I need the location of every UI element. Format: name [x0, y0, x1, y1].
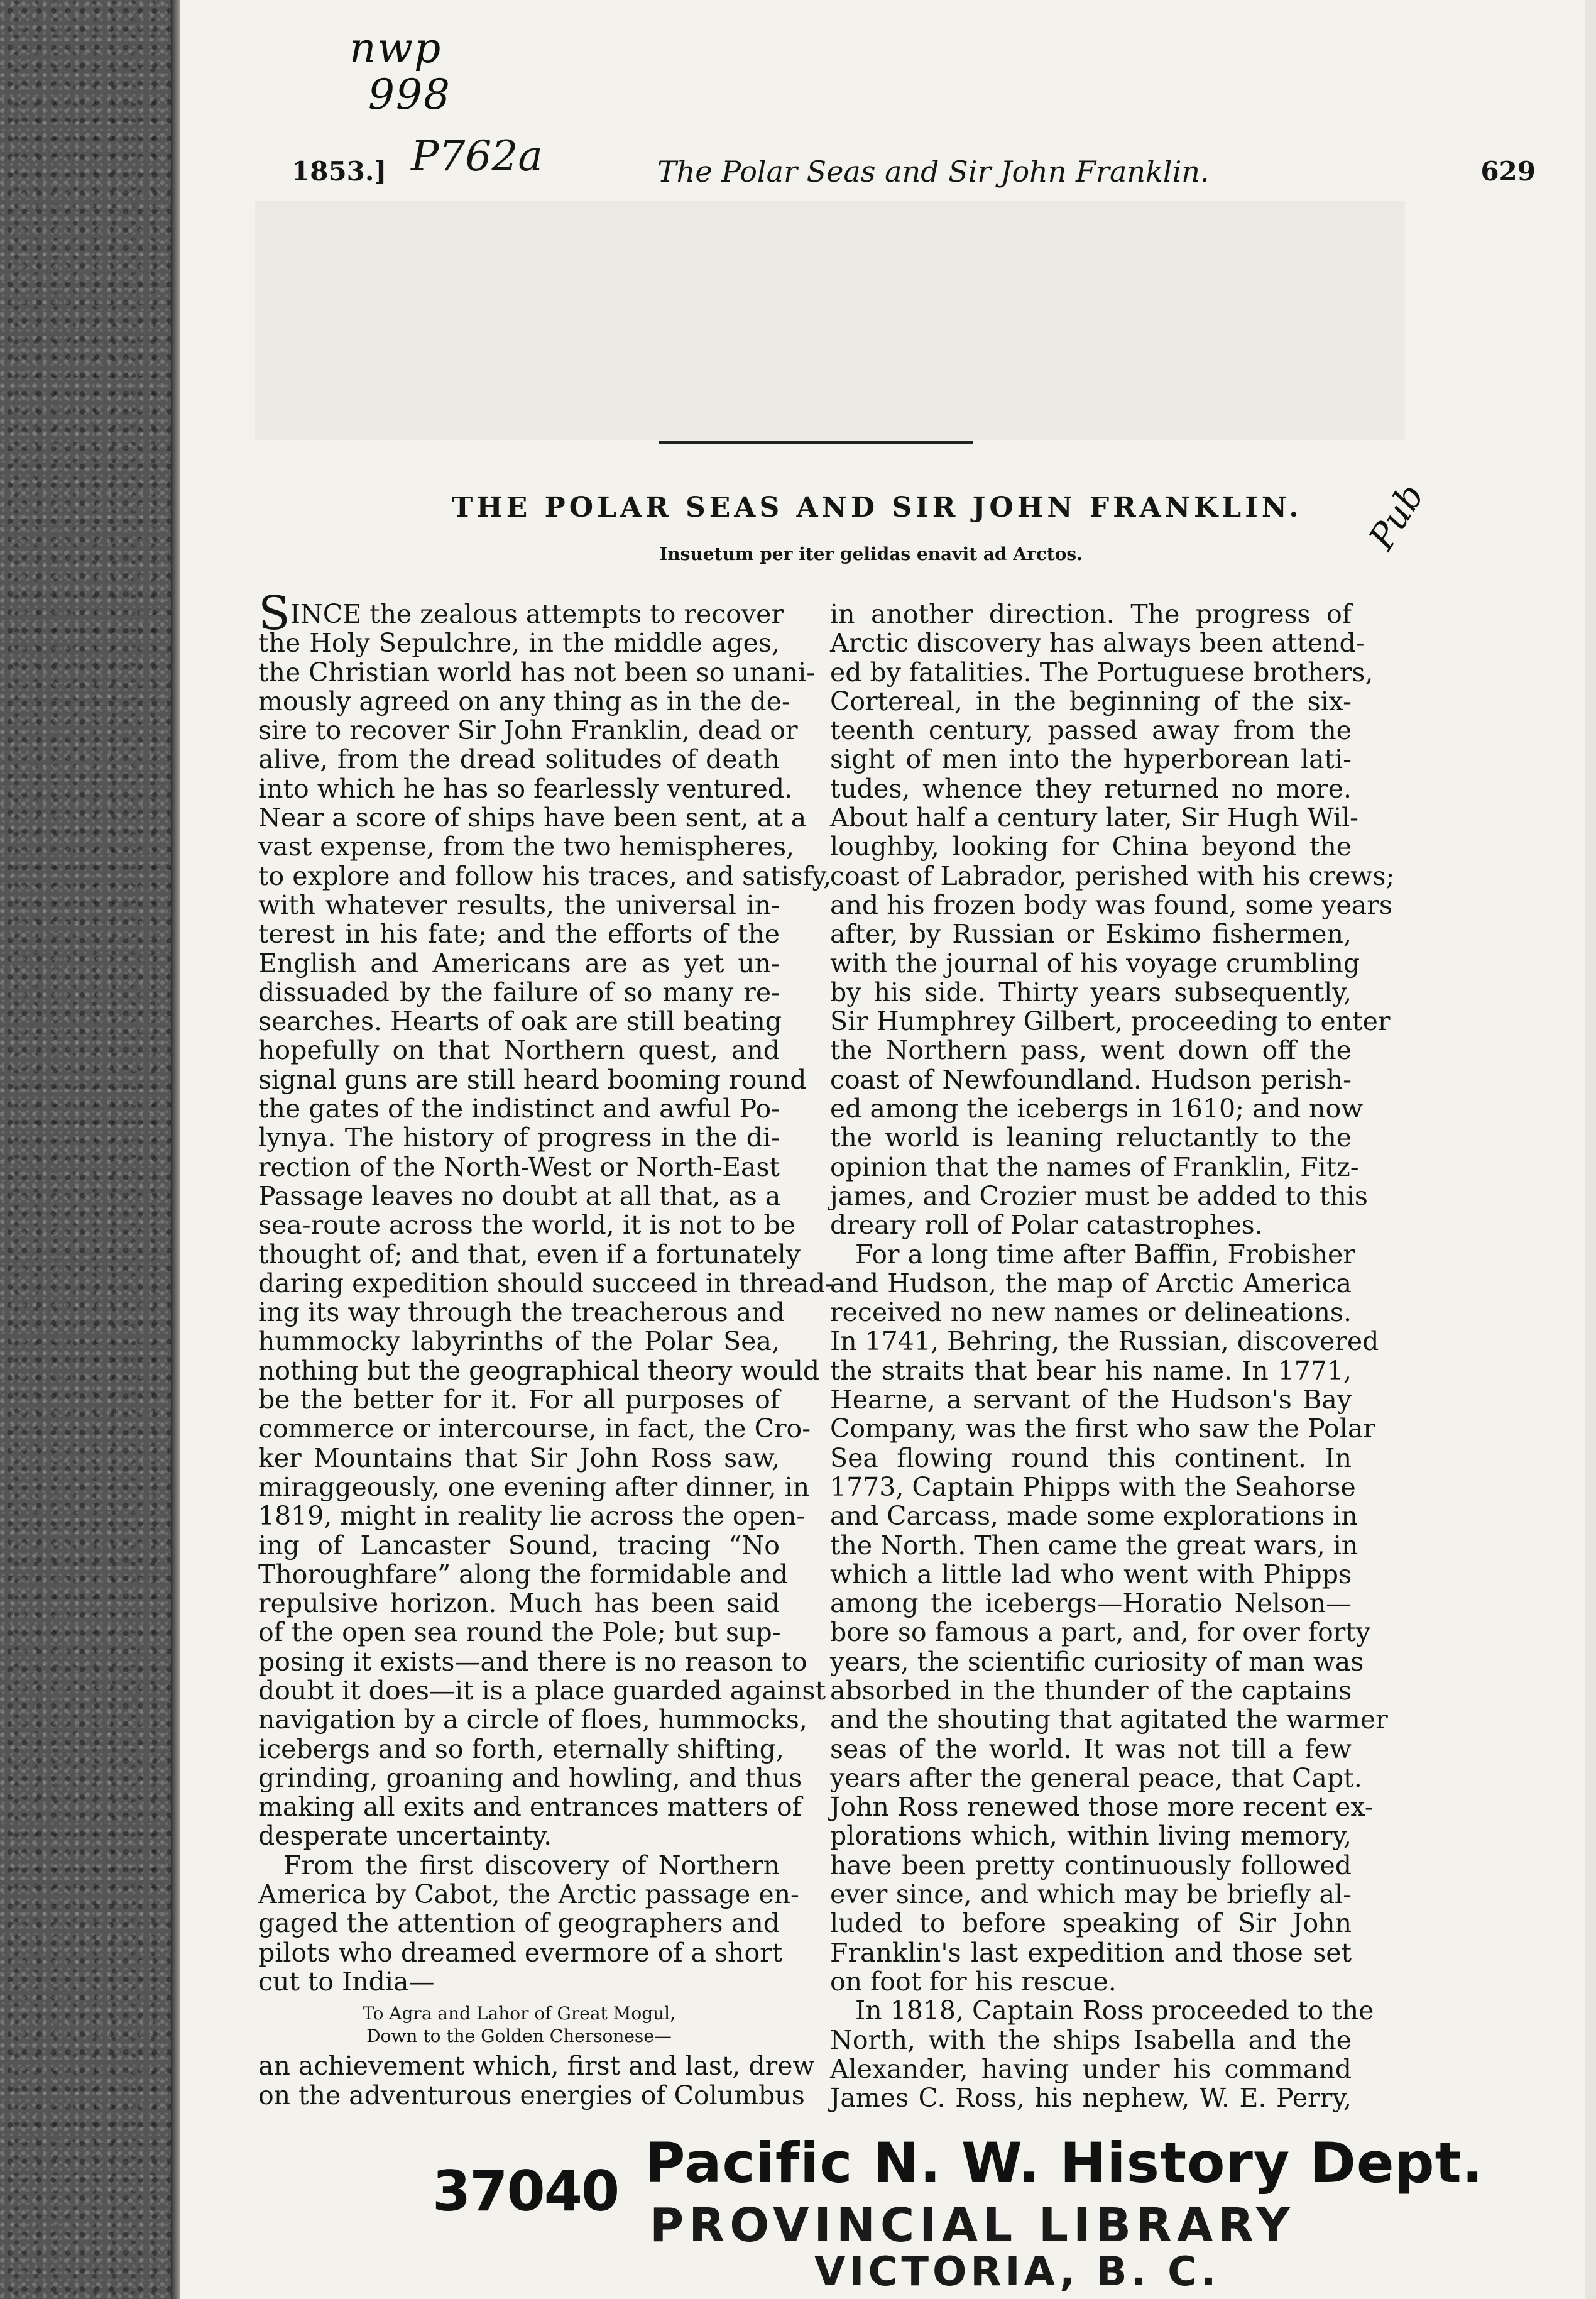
text-line: ing its way through the treacherous and	[258, 1297, 785, 1328]
text-line: 1819, might in reality lie across the open-	[258, 1501, 806, 1532]
running-head-title: The Polar Seas and Sir John Franklin.	[657, 155, 1210, 189]
text-line: Near a score of ships have been sent, at a	[258, 803, 807, 833]
text-line: sire to recover Sir John Franklin, dead or	[258, 715, 798, 746]
text-line: From the first discovery of Northern	[283, 1850, 780, 1880]
text-line: Arctic discovery has always been attend-	[830, 628, 1365, 659]
text-line: alive, from the dread solitudes of death	[258, 744, 780, 775]
text-line: ker Mountains that Sir John Ross saw,	[258, 1442, 780, 1473]
verse-line: Down to the Golden Chersonese—	[366, 2026, 672, 2047]
text-line: coast of Newfoundland. Hudson perish-	[830, 1064, 1352, 1095]
text-line: doubt it does—it is a place guarded against	[258, 1675, 826, 1706]
text-line: loughby, looking for China beyond the	[830, 831, 1352, 862]
left-column-lines	[258, 628, 834, 1997]
text-line: seas of the world. It was not till a few	[830, 1733, 1352, 1764]
page-number: 629	[1480, 156, 1536, 187]
text-line: ever since, and which may be briefly al-	[830, 1879, 1352, 1910]
text-line: years, the scientific curiosity of man was	[830, 1646, 1364, 1677]
text-line: hopefully on that Northern quest, and	[258, 1035, 780, 1066]
text-line: luded to before speaking of Sir John	[830, 1908, 1352, 1939]
text-line: and his frozen body was found, some years	[830, 889, 1392, 920]
text-line: mously agreed on any thing as in the de-	[258, 686, 790, 716]
text-line: the straits that bear his name. In 1771,	[830, 1355, 1352, 1386]
text-line: desperate uncertainty.	[258, 1821, 552, 1852]
faint-show-through-area	[255, 201, 1405, 440]
text-line: coast of Labrador, perished with his crews;	[830, 860, 1395, 891]
text-line: John Ross renewed those more recent ex-	[830, 1792, 1374, 1823]
text-line: pilots who dreamed evermore of a short	[258, 1937, 783, 1968]
text-line: nothing but the geographical theory would	[258, 1355, 820, 1386]
text-line: In 1741, Behring, the Russian, discovered	[830, 1326, 1379, 1357]
text-line: Company, was the first who saw the Polar	[830, 1413, 1375, 1444]
text-column-right	[830, 599, 1395, 2114]
shelfmark-line-3: P762a	[411, 132, 543, 180]
text-line: navigation by a circle of floes, hummocks,	[258, 1704, 807, 1735]
text-line: Passage leaves no doubt at all that, as a	[258, 1180, 781, 1211]
right-column-lines	[830, 599, 1395, 2114]
text-line: About half a century later, Sir Hugh Wil-	[830, 803, 1359, 833]
text-line: sea-route across the world, it is not to be	[258, 1210, 795, 1241]
text-line: on foot for his rescue.	[830, 1966, 1117, 1997]
text-line: received no new names or delineations.	[830, 1297, 1352, 1328]
text-line: have been pretty continuously followed	[830, 1850, 1352, 1880]
left-column-lines-continued	[258, 2051, 815, 2110]
library-stamp: PROVINCIAL LIBRARY	[650, 2198, 1295, 2252]
text-line: the world is leaning reluctantly to the	[830, 1122, 1352, 1153]
text-line: and Carcass, made some explorations in	[830, 1501, 1358, 1532]
text-line: the Christian world has not been so unani-	[258, 657, 816, 688]
text-line: of the open sea round the Pole; but sup-	[258, 1617, 781, 1648]
text-line: Cortereal, in the beginning of the six-	[830, 686, 1352, 716]
text-line: daring expedition should succeed in thread-	[258, 1268, 834, 1298]
text-line: opinion that the names of Franklin, Fitz-	[830, 1151, 1359, 1182]
text-line: bore so famous a part, and, for over forty	[830, 1617, 1371, 1648]
text-line: by his side. Thirty years subsequently,	[830, 977, 1352, 1007]
text-line: searches. Hearts of oak are still beating	[258, 1006, 782, 1037]
text-line: years after the general peace, that Capt.	[830, 1762, 1362, 1793]
text-line: Thoroughfare” along the formidable and	[258, 1559, 789, 1589]
text-line	[258, 586, 784, 640]
text-line: the Holy Sepulchre, in the middle ages,	[258, 628, 780, 659]
text-line: terest in his fate; and the efforts of the	[258, 919, 780, 950]
text-line: tudes, whence they returned no more.	[830, 773, 1352, 804]
text-line: miraggeously, one evening after dinner, in	[258, 1471, 810, 1502]
text-line: to explore and follow his traces, and satisfy,	[258, 860, 832, 891]
text-line: making all exits and entrances matters of	[258, 1792, 802, 1823]
verse-line: To Agra and Lahor of Great Mogul,	[362, 2003, 676, 2024]
text-line: and the shouting that agitated the warmer	[830, 1704, 1388, 1735]
text-line: teenth century, passed away from the	[830, 715, 1352, 746]
shelfmark-line-1: nwp	[349, 24, 442, 72]
text-line: into which he has so fearlessly ventured.	[258, 773, 793, 804]
handwritten-shelfmark	[349, 25, 475, 118]
text-line: and Hudson, the map of Arctic America	[830, 1268, 1352, 1298]
text-line: the North. Then came the great wars, in	[830, 1530, 1358, 1561]
text-line: an achievement which, first and last, drew	[258, 2051, 815, 2082]
text-line: icebergs and so forth, eternally shifting,	[258, 1733, 784, 1764]
text-line: in another direction. The progress of	[830, 599, 1352, 629]
text-line: Sir Humphrey Gilbert, proceeding to enter	[830, 1006, 1391, 1037]
text-line: after, by Russian or Eskimo fishermen,	[830, 919, 1352, 950]
text-line: cut to India—	[258, 1966, 435, 1997]
text-line: repulsive horizon. Much has been said	[258, 1588, 780, 1619]
section-divider-rule	[659, 441, 973, 444]
text-line: Hearne, a servant of the Hudson's Bay	[830, 1385, 1352, 1415]
text-line: the gates of the indistinct and awful Po-	[258, 1094, 780, 1124]
text-line: lynya. The history of progress in the di-	[258, 1122, 780, 1153]
handwritten-margin-note: Pub	[1361, 476, 1433, 557]
text-line: rection of the North-West or North-East	[258, 1151, 780, 1182]
text-line: dissuaded by the failure of so many re-	[258, 977, 780, 1007]
text-line: Franklin's last expedition and those set	[830, 1937, 1352, 1968]
text-line: Alexander, having under his command	[830, 2053, 1352, 2084]
text-line: James C. Ross, his nephew, W. E. Perry,	[830, 2083, 1352, 2114]
shelfmark-line-2: 998	[368, 70, 451, 119]
text-line: absorbed in the thunder of the captains	[830, 1675, 1352, 1706]
city-stamp: VICTORIA, B. C.	[814, 2249, 1220, 2295]
text-line: sight of men into the hyperborean lati-	[830, 744, 1352, 775]
text-line: ed by fatalities. The Portuguese brothers,	[830, 657, 1374, 688]
verse-quotation	[258, 2002, 780, 2048]
text-line: be the better for it. For all purposes of	[258, 1385, 780, 1415]
text-line: posing it exists—and there is no reason to	[258, 1646, 807, 1677]
text-line: commerce or intercourse, in fact, the Cro-	[258, 1413, 811, 1444]
text-line: In 1818, Captain Ross proceeded to the	[855, 1995, 1374, 2026]
running-head-year: 1853.]	[292, 156, 387, 187]
text-line: thought of; and that, even if a fortunately	[258, 1239, 801, 1270]
text-line: English and Americans are as yet un-	[258, 948, 780, 979]
text-line: the Northern pass, went down off the	[830, 1035, 1352, 1066]
text-line: grinding, groaning and howling, and thus	[258, 1762, 802, 1793]
article-epigraph: Insuetum per iter gelidas enavit ad Arctos.	[659, 544, 1083, 564]
text-line: gaged the attention of geographers and	[258, 1908, 780, 1939]
text-line: james, and Crozier must be added to this	[830, 1180, 1368, 1211]
text-line: vast expense, from the two hemispheres,	[258, 831, 795, 862]
text-line: For a long time after Baffin, Frobisher	[855, 1239, 1355, 1270]
department-stamp: Pacific N. W. History Dept.	[645, 2131, 1484, 2195]
text-line: among the icebergs—Horatio Nelson—	[830, 1588, 1352, 1619]
text-line: which a little lad who went with Phipps	[830, 1559, 1352, 1589]
text-line: signal guns are still heard booming round	[258, 1064, 807, 1095]
text-line: ed among the icebergs in 1610; and now	[830, 1094, 1364, 1124]
accession-number-stamp: 37040	[432, 2159, 619, 2224]
book-page	[180, 0, 1585, 2299]
text-line: with the journal of his voyage crumbling	[830, 948, 1360, 979]
text-line: North, with the ships Isabella and the	[830, 2024, 1352, 2055]
drop-cap: S	[258, 586, 290, 640]
article-title: THE POLAR SEAS AND SIR JOHN FRANKLIN.	[452, 491, 1303, 524]
book-binding-edge	[0, 0, 171, 2299]
text-line: America by Cabot, the Arctic passage en-	[258, 1879, 799, 1910]
text-line-content: INCE the zealous attempts to recover	[290, 599, 784, 629]
text-line: on the adventurous energies of Columbus	[258, 2080, 805, 2110]
text-line: ing of Lancaster Sound, tracing “No	[258, 1530, 780, 1561]
text-line: Sea flowing round this continent. In	[830, 1442, 1352, 1473]
text-column-left	[258, 586, 834, 2110]
text-line: 1773, Captain Phipps with the Seahorse	[830, 1471, 1356, 1502]
text-line: dreary roll of Polar catastrophes.	[830, 1210, 1263, 1241]
text-line: hummocky labyrinths of the Polar Sea,	[258, 1326, 780, 1357]
text-line: with whatever results, the universal in-	[258, 889, 780, 920]
text-line: plorations which, within living memory,	[830, 1821, 1352, 1852]
